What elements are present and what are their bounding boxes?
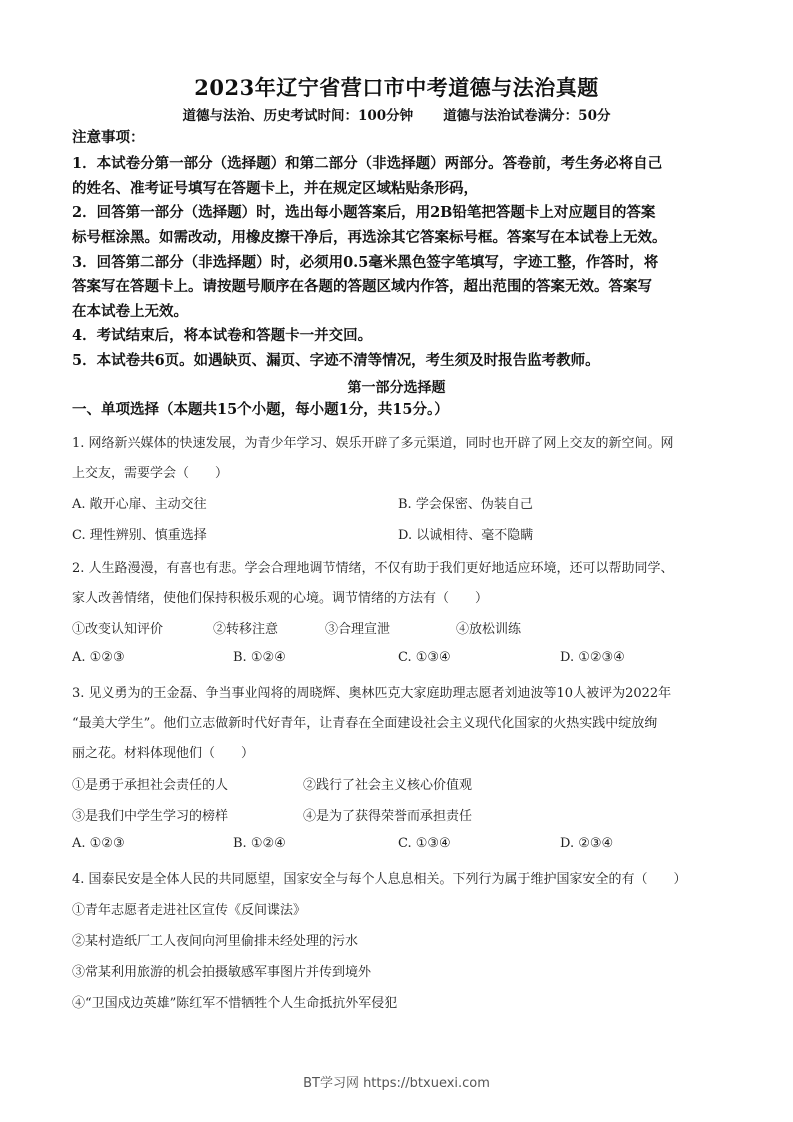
question-1-option-b: B. 学会保密、伪装自己 [398, 497, 533, 512]
question-1-option-d: D. 以诚相待、毫不隐瞒 [398, 528, 534, 543]
question-3-statement: ③是我们中学生学习的榜样 [72, 809, 229, 824]
question-3-option-a: A. ①②③ [72, 836, 125, 851]
notice-line: 答案写在答题卡上。请按题号顺序在各题的答题区域内作答，超出范围的答案无效。答案写 [72, 278, 652, 295]
exam-info [0, 104, 793, 124]
question-3-text: 丽之花。材料体现他们（ ） [72, 746, 255, 761]
question-4-statement: ②某村造纸厂工人夜间向河里偷排未经处理的污水 [72, 934, 359, 949]
question-3-option-b: B. ①②④ [233, 836, 286, 851]
part-title: 第一部分选择题 [347, 380, 446, 396]
notice-heading: 注意事项： [72, 129, 145, 146]
notice-line: 5．本试卷共6页。如遇缺页、漏页、字迹不清等情况，考生须及时报告监考教师。 [72, 352, 600, 369]
notice-line: 标号框涂黑。如需改动，用橡皮擦干净后，再选涂其它答案标号框。答案写在本试卷上无效。 [72, 229, 667, 246]
question-4-text: 4. 国泰民安是全体人民的共同愿望，国家安全与每个人息息相关。下列行为属于维护国家安全的有（ ） [72, 872, 687, 887]
question-4-statement: ①青年志愿者走进社区宣传《反间谍法》 [72, 903, 307, 918]
question-2-option-c: C. ①③④ [398, 650, 451, 665]
question-1-option-a: A. 敞开心扉、主动交往 [72, 497, 207, 512]
question-2-statement: ①改变认知评价 [72, 622, 164, 637]
question-3-option-d: D. ②③④ [560, 836, 614, 851]
notice-line: 1．本试卷分第一部分（选择题）和第二部分（非选择题）两部分。答卷前，考生务必将自己 [72, 155, 663, 172]
question-2-statement: ③合理宣泄 [325, 622, 391, 637]
question-1-option-c: C. 理性辨别、慎重选择 [72, 528, 207, 543]
notice-line: 3．回答第二部分（非选择题）时，必须用0.5毫米黑色签字笔填写，字迹工整，作答时，将 [72, 254, 659, 271]
question-2-option-b: B. ①②④ [233, 650, 286, 665]
question-2-statement: ②转移注意 [213, 622, 279, 637]
question-1-text: 1. 网络新兴媒体的快速发展，为青少年学习、娱乐开辟了多元渠道，同时也开辟了网上交友的新空间。网 [72, 436, 674, 451]
question-2-option-d: D. ①②③④ [560, 650, 625, 665]
question-3-statement: ④是为了获得荣誉而承担责任 [303, 809, 473, 824]
question-4-statement: ③常某利用旅游的机会拍摄敏感军事图片并传到境外 [72, 965, 372, 980]
notice-line: 4．考试结束后，将本试卷和答题卡一并交回。 [72, 327, 373, 344]
document-title: 2023年辽宁省营口市中考道德与法治真题 [194, 75, 599, 100]
question-3-statement: ②践行了社会主义核心价值观 [303, 778, 473, 793]
question-3-text: “最美大学生”。他们立志做新时代好青年，让青春在全面建设社会主义现代化国家的火热实践中绽放绚 [72, 716, 658, 731]
exam-full-score: 道德与法治试卷满分：50分 [443, 108, 611, 124]
watermark-footer: BT学习网 https://btxuexi.com [303, 1076, 490, 1091]
exam-duration: 道德与法治、历史考试时间：100分钟 [182, 108, 414, 124]
section-heading: 一、单项选择（本题共15个小题，每小题1分，共15分。） [72, 401, 449, 418]
question-1-text: 上交友，需要学会（ ） [72, 466, 229, 481]
question-2-statement: ④放松训练 [456, 622, 522, 637]
question-2-text: 家人改善情绪，使他们保持积极乐观的心境。调节情绪的方法有（ ） [72, 591, 489, 606]
question-2-option-a: A. ①②③ [72, 650, 125, 665]
question-3-text: 3. 见义勇为的王金磊、争当事业闯将的周晓辉、奥林匹克大家庭助理志愿者刘迪波等10人被评为2022年 [72, 686, 672, 701]
question-3-option-c: C. ①③④ [398, 836, 451, 851]
question-3-statement: ①是勇于承担社会责任的人 [72, 778, 229, 793]
notice-line: 在本试卷上无效。 [72, 303, 188, 320]
question-4-statement: ④“卫国戍边英雄”陈红军不惜牺牲个人生命抵抗外军侵犯 [72, 996, 398, 1011]
notice-line: 2．回答第一部分（选择题）时，选出每小题答案后，用2B铅笔把答题卡上对应题目的答案 [72, 204, 656, 221]
question-2-text: 2. 人生路漫漫，有喜也有悲。学会合理地调节情绪，不仅有助于我们更好地适应环境，还可以帮助同学、 [72, 561, 674, 576]
notice-line: 的姓名、准考证号填写在答题卡上，并在规定区域粘贴条形码， [72, 180, 478, 197]
